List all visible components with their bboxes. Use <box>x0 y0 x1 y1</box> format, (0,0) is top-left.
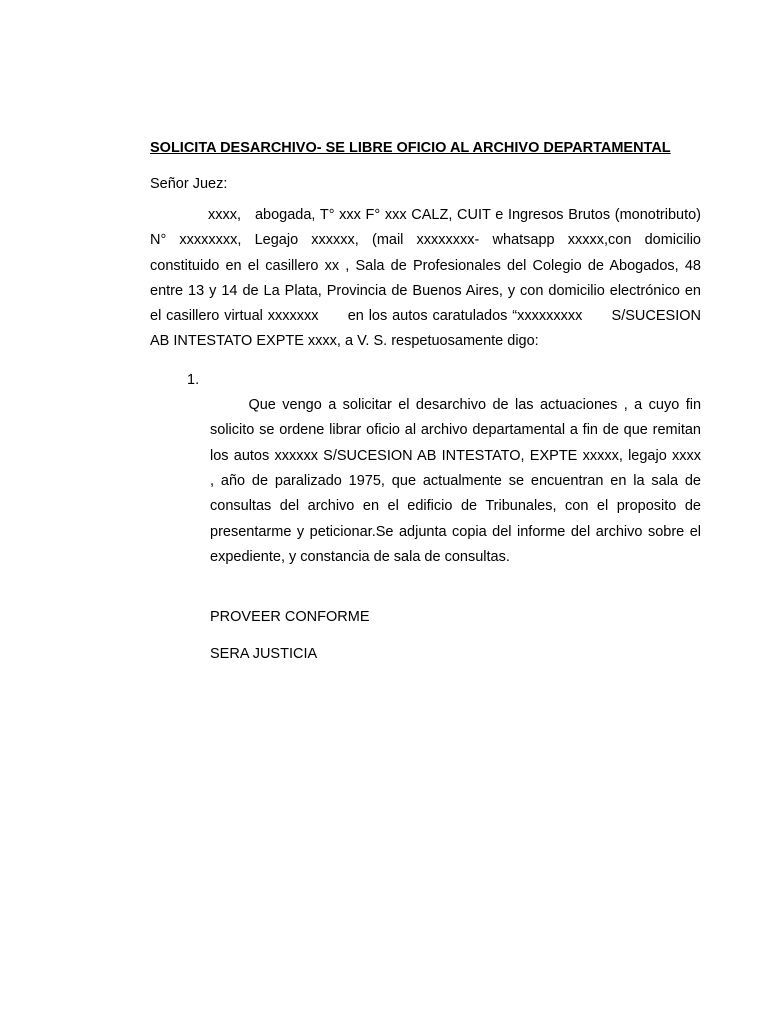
document-page <box>150 138 710 667</box>
numbered-list <box>150 368 710 596</box>
intro-paragraph: xxxx, abogada, T° xxx F° xxx CALZ, CUIT e Ingresos Brutos (monotributo) N° xxxxxxxx, Legajo xxxxxx, (mail xxxxxxxx- whatsapp xxxxx,con domicilio constituido en el casillero xx , Sala de Profesionales del Colegio de Abogados, 48 entre 13 y 14 de La Plata, Provincia de Buenos Aires, y con domicilio electrónico en el casillero virtual xxxxxxx en los autos caratulados “xxxxxxxxx S/SUCESION AB INTESTATO EXPTE xxxx, a V. S. respetuosamente digo: <box>150 207 706 350</box>
list-item-number: 1. <box>187 371 200 388</box>
document-title: SOLICITA DESARCHIVO- SE LIBRE OFICIO AL ARCHIVO DEPARTAMENTAL <box>150 140 671 156</box>
list-item-text: Que vengo a solicitar el desarchivo de las actuaciones , a cuyo fin solicito se ordene librar oficio al archivo departamental a fin de que remitan los autos xxxxxx S/SUCESION AB INTESTATO, EXPTE xxxxx, legajo xxxx , año de paralizado 1975, que actualmente se encuentran en la sala de consultas del archivo en el edificio de Tribunales, con el proposito de presentarme y peticionar.Se adjunta copia del informe del archivo sobre el expediente, y constancia de sala de consultas. <box>210 397 710 565</box>
closing-justicia: SERA JUSTICIA <box>210 646 318 663</box>
greeting: Señor Juez: <box>150 176 228 192</box>
list-item <box>150 368 710 596</box>
closing-proveer: PROVEER CONFORME <box>210 609 370 626</box>
